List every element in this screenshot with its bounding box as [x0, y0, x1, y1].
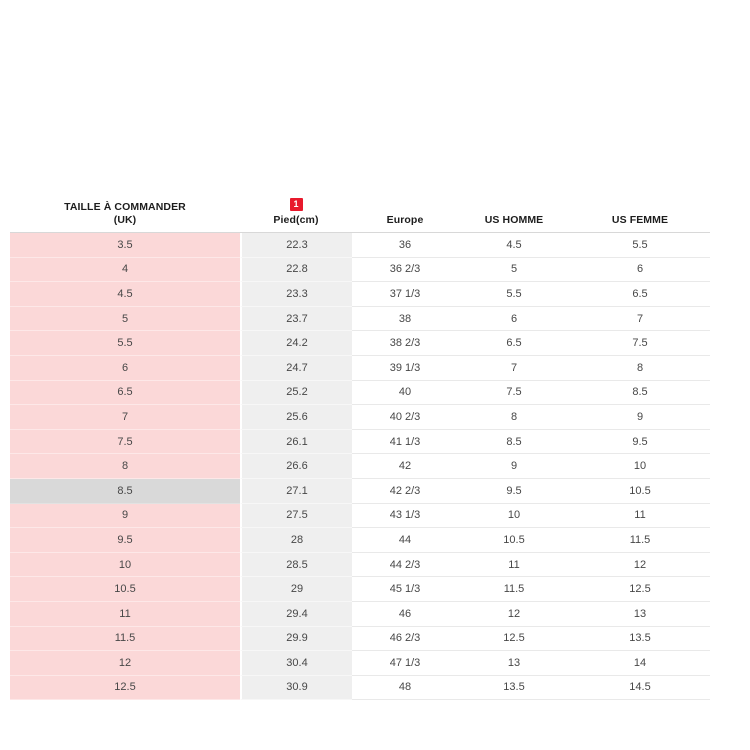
cell-us-homme: 9.5 — [458, 479, 570, 504]
cell-pied-cm: 23.3 — [240, 282, 352, 307]
cell-europe: 46 — [352, 602, 458, 627]
table-row[interactable] — [10, 381, 710, 406]
column-header-uk-line1: TAILLE À COMMANDER — [64, 201, 186, 213]
table-row[interactable] — [10, 676, 710, 701]
cell-us-femme: 12.5 — [570, 577, 710, 602]
cell-pied-cm: 29 — [240, 577, 352, 602]
cell-europe: 38 — [352, 307, 458, 332]
cell-us-homme: 13.5 — [458, 676, 570, 701]
cell-us-homme: 10 — [458, 504, 570, 529]
cell-uk: 8 — [10, 454, 240, 479]
table-body — [10, 233, 710, 700]
cell-us-homme: 6 — [458, 307, 570, 332]
cell-uk: 3.5 — [10, 233, 240, 258]
cell-europe: 37 1/3 — [352, 282, 458, 307]
cell-pied-cm: 29.4 — [240, 602, 352, 627]
table-row[interactable] — [10, 577, 710, 602]
column-header-us-homme: US HOMME — [484, 214, 544, 226]
cell-pied-cm: 26.1 — [240, 430, 352, 455]
column-header-uk — [10, 196, 240, 232]
cell-europe: 42 2/3 — [352, 479, 458, 504]
cell-europe: 41 1/3 — [352, 430, 458, 455]
cell-us-homme: 12 — [458, 602, 570, 627]
cell-us-femme: 7.5 — [570, 331, 710, 356]
cell-uk: 10.5 — [10, 577, 240, 602]
cell-us-homme: 11 — [458, 553, 570, 578]
cell-pied-cm: 22.3 — [240, 233, 352, 258]
cell-pied-cm: 25.2 — [240, 381, 352, 406]
cell-us-homme: 7 — [458, 356, 570, 381]
cell-europe: 42 — [352, 454, 458, 479]
cell-us-femme: 6 — [570, 258, 710, 283]
cell-europe: 39 1/3 — [352, 356, 458, 381]
table-row[interactable] — [10, 651, 710, 676]
cell-us-homme: 5 — [458, 258, 570, 283]
cell-pied-cm: 29.9 — [240, 627, 352, 652]
cell-europe: 47 1/3 — [352, 651, 458, 676]
table-row[interactable] — [10, 405, 710, 430]
table-row[interactable] — [10, 528, 710, 553]
cell-us-homme: 11.5 — [458, 577, 570, 602]
cell-pied-cm: 27.1 — [240, 479, 352, 504]
cell-pied-cm: 28 — [240, 528, 352, 553]
cell-uk: 4.5 — [10, 282, 240, 307]
table-row[interactable] — [10, 553, 710, 578]
cell-europe: 38 2/3 — [352, 331, 458, 356]
cell-pied-cm: 28.5 — [240, 553, 352, 578]
cell-us-femme: 9 — [570, 405, 710, 430]
cell-us-homme: 5.5 — [458, 282, 570, 307]
cell-us-homme: 4.5 — [458, 233, 570, 258]
cell-europe: 48 — [352, 676, 458, 701]
cell-europe: 36 — [352, 233, 458, 258]
cell-europe: 36 2/3 — [352, 258, 458, 283]
cell-us-homme: 12.5 — [458, 627, 570, 652]
cell-uk: 5.5 — [10, 331, 240, 356]
column-header-pied-label: Pied(cm) — [273, 214, 319, 226]
cell-uk: 7 — [10, 405, 240, 430]
cell-pied-cm: 26.6 — [240, 454, 352, 479]
cell-us-femme: 8 — [570, 356, 710, 381]
cell-us-femme: 5.5 — [570, 233, 710, 258]
cell-us-femme: 6.5 — [570, 282, 710, 307]
cell-us-homme: 7.5 — [458, 381, 570, 406]
cell-uk: 5 — [10, 307, 240, 332]
cell-pied-cm: 25.6 — [240, 405, 352, 430]
cell-us-femme: 13.5 — [570, 627, 710, 652]
table-row[interactable] — [10, 454, 710, 479]
cell-us-homme: 8 — [458, 405, 570, 430]
table-row[interactable] — [10, 430, 710, 455]
cell-us-femme: 8.5 — [570, 381, 710, 406]
cell-us-homme: 9 — [458, 454, 570, 479]
cell-uk: 6 — [10, 356, 240, 381]
cell-us-femme: 14 — [570, 651, 710, 676]
cell-us-femme: 10.5 — [570, 479, 710, 504]
cell-pied-cm: 30.9 — [240, 676, 352, 701]
table-row[interactable] — [10, 479, 710, 504]
cell-us-homme: 10.5 — [458, 528, 570, 553]
table-header-row — [10, 196, 710, 233]
cell-uk: 9 — [10, 504, 240, 529]
cell-us-homme: 8.5 — [458, 430, 570, 455]
cell-uk: 6.5 — [10, 381, 240, 406]
cell-uk: 12 — [10, 651, 240, 676]
size-conversion-table — [10, 196, 710, 700]
column-header-europe: Europe — [386, 214, 424, 226]
column-header-pied-cm — [240, 196, 352, 232]
cell-uk: 10 — [10, 553, 240, 578]
cell-pied-cm: 24.7 — [240, 356, 352, 381]
column-header-us-femme: US FEMME — [611, 214, 669, 226]
cell-us-femme: 7 — [570, 307, 710, 332]
table-row[interactable] — [10, 627, 710, 652]
cell-us-femme: 14.5 — [570, 676, 710, 701]
cell-pied-cm: 23.7 — [240, 307, 352, 332]
cell-europe: 40 2/3 — [352, 405, 458, 430]
cell-uk: 11.5 — [10, 627, 240, 652]
cell-europe: 44 — [352, 528, 458, 553]
cell-us-femme: 11 — [570, 504, 710, 529]
table-row[interactable] — [10, 258, 710, 283]
table-row[interactable] — [10, 331, 710, 356]
cell-us-femme: 9.5 — [570, 430, 710, 455]
cell-pied-cm: 27.5 — [240, 504, 352, 529]
cell-us-homme: 13 — [458, 651, 570, 676]
cell-us-homme: 6.5 — [458, 331, 570, 356]
table-row[interactable] — [10, 307, 710, 332]
table-row[interactable] — [10, 356, 710, 381]
footnote-1-badge: 1 — [290, 198, 303, 211]
cell-uk: 9.5 — [10, 528, 240, 553]
cell-pied-cm: 24.2 — [240, 331, 352, 356]
cell-uk: 11 — [10, 602, 240, 627]
table-row[interactable] — [10, 602, 710, 627]
column-header-uk-line2: (UK) — [113, 214, 137, 226]
table-row[interactable] — [10, 504, 710, 529]
table-row[interactable] — [10, 233, 710, 258]
cell-uk: 8.5 — [10, 479, 240, 504]
cell-uk: 12.5 — [10, 676, 240, 701]
cell-us-femme: 10 — [570, 454, 710, 479]
cell-us-femme: 11.5 — [570, 528, 710, 553]
cell-europe: 45 1/3 — [352, 577, 458, 602]
table-row[interactable] — [10, 282, 710, 307]
cell-europe: 43 1/3 — [352, 504, 458, 529]
cell-europe: 46 2/3 — [352, 627, 458, 652]
cell-europe: 44 2/3 — [352, 553, 458, 578]
cell-uk: 4 — [10, 258, 240, 283]
cell-uk: 7.5 — [10, 430, 240, 455]
cell-pied-cm: 30.4 — [240, 651, 352, 676]
cell-us-femme: 12 — [570, 553, 710, 578]
cell-europe: 40 — [352, 381, 458, 406]
cell-us-femme: 13 — [570, 602, 710, 627]
cell-pied-cm: 22.8 — [240, 258, 352, 283]
